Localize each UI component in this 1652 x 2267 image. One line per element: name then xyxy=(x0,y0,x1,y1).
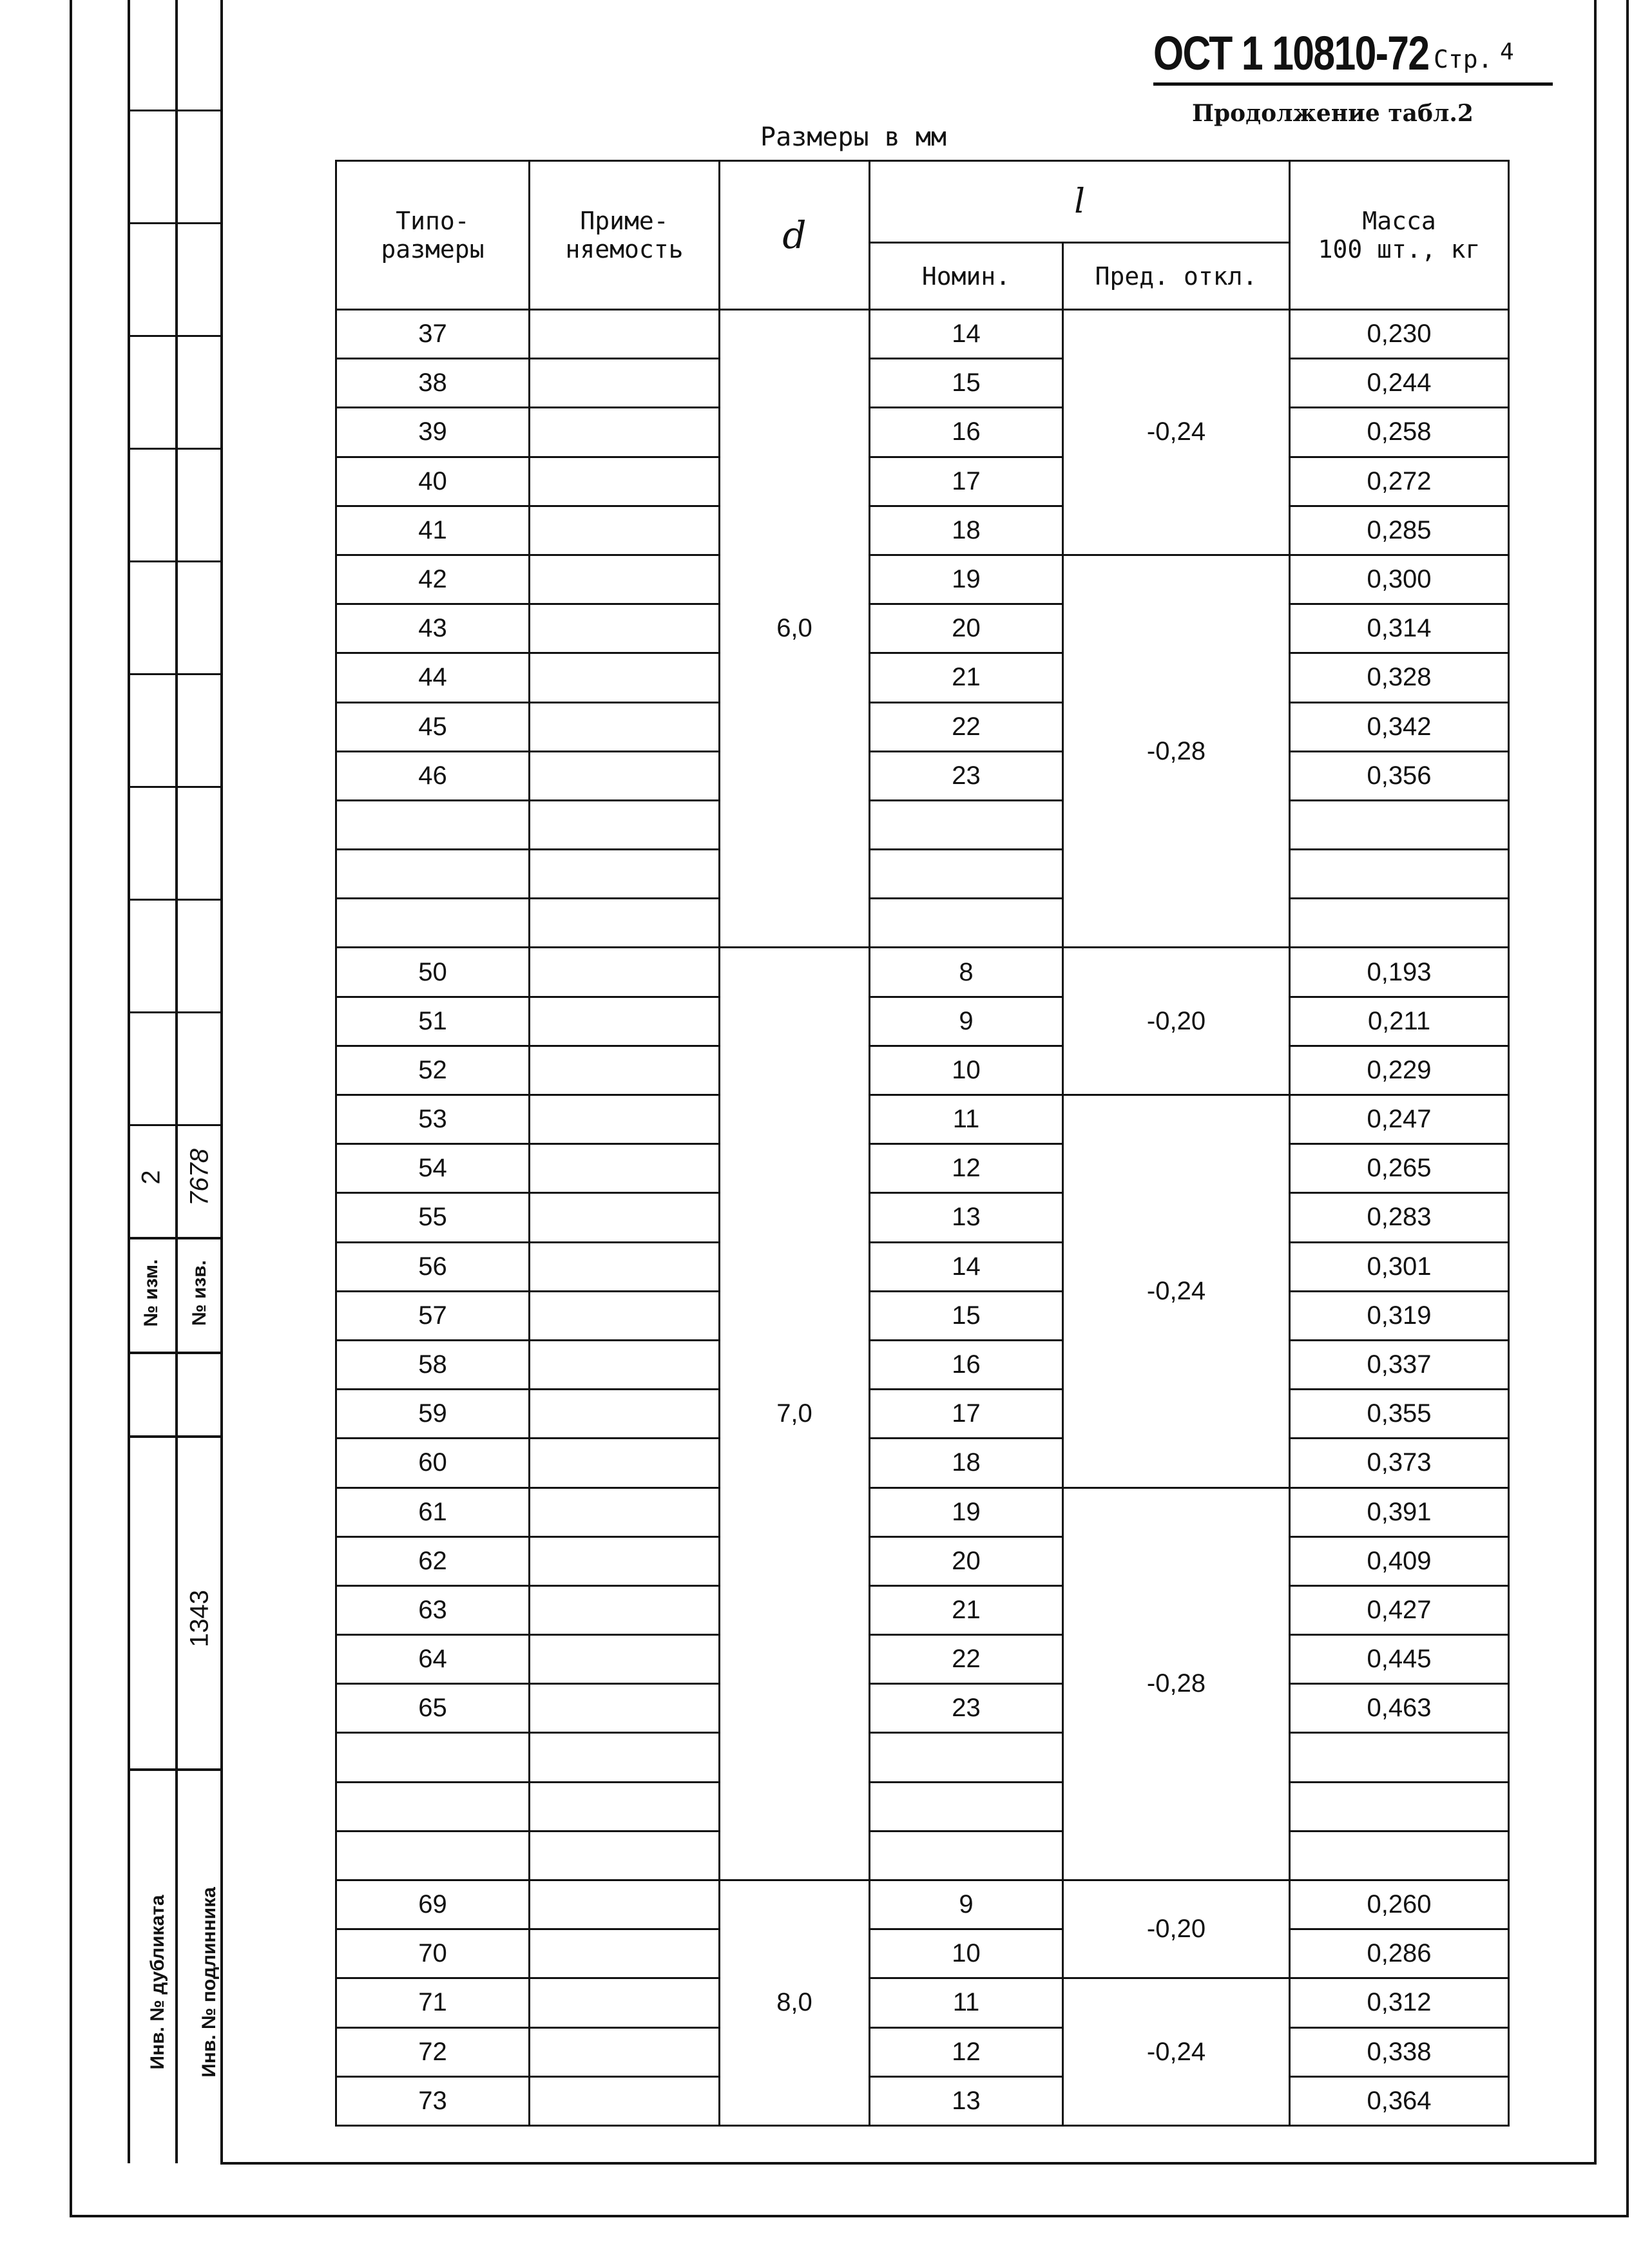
cell-usage xyxy=(530,997,720,1046)
cell-l-nominal: 16 xyxy=(870,408,1063,457)
cell-usage xyxy=(530,948,720,997)
cell-size: 56 xyxy=(336,1242,530,1291)
cell-l-nominal: 13 xyxy=(870,1193,1063,1242)
table-row xyxy=(336,1536,1509,1585)
sidebar-notice-no-value: 7678 xyxy=(185,1149,214,1206)
table-row xyxy=(336,506,1509,555)
table-row xyxy=(336,1978,1509,2027)
cell-mass: 0,356 xyxy=(1290,751,1509,800)
cell-mass: 0,265 xyxy=(1290,1144,1509,1193)
cell-usage xyxy=(530,408,720,457)
cell-mass: 0,338 xyxy=(1290,2027,1509,2076)
cell-l-nominal: 15 xyxy=(870,1291,1063,1340)
table-row xyxy=(336,1929,1509,1978)
cell-d: 8,0 xyxy=(720,1880,870,2126)
page-label: Стр. xyxy=(1434,45,1493,73)
sidebar-change-no-value: 2 xyxy=(137,1170,166,1185)
cell-usage xyxy=(530,1536,720,1585)
sidebar-col-mid xyxy=(175,0,178,2163)
cell-size xyxy=(336,899,530,948)
cell-mass: 0,373 xyxy=(1290,1439,1509,1487)
cell-usage xyxy=(530,1242,720,1291)
cell-l-nominal xyxy=(870,800,1063,849)
cell-size xyxy=(336,850,530,899)
table-row xyxy=(336,408,1509,457)
dimensions-table xyxy=(335,160,1510,2127)
cell-l-nominal: 16 xyxy=(870,1340,1063,1389)
cell-l-nominal: 12 xyxy=(870,1144,1063,1193)
table-row xyxy=(336,359,1509,408)
cell-size: 37 xyxy=(336,310,530,359)
frame-inner-left-line xyxy=(220,0,223,2163)
cell-l-nominal: 22 xyxy=(870,1635,1063,1684)
cell-mass xyxy=(1290,1831,1509,1880)
cell-mass xyxy=(1290,899,1509,948)
cell-mass: 0,300 xyxy=(1290,555,1509,604)
cell-l-nominal xyxy=(870,1831,1063,1880)
table-row xyxy=(336,604,1509,653)
col-header-mass: Масса 100 шт., кг xyxy=(1290,161,1509,310)
frame-inner-bottom-line xyxy=(220,2162,1597,2165)
table-row xyxy=(336,800,1509,849)
sidebar-row-14 xyxy=(128,1768,222,1771)
cell-mass: 0,211 xyxy=(1290,997,1509,1046)
cell-mass: 0,244 xyxy=(1290,359,1509,408)
page-number: 4 xyxy=(1500,39,1514,65)
cell-l-nominal: 17 xyxy=(870,1390,1063,1439)
cell-usage xyxy=(530,1831,720,1880)
cell-mass: 0,342 xyxy=(1290,702,1509,751)
cell-l-nominal: 20 xyxy=(870,1536,1063,1585)
col-header-l: l xyxy=(870,161,1290,243)
cell-l-nominal xyxy=(870,1733,1063,1782)
cell-usage xyxy=(530,1585,720,1634)
cell-mass: 0,247 xyxy=(1290,1095,1509,1144)
cell-size: 46 xyxy=(336,751,530,800)
cell-size: 51 xyxy=(336,997,530,1046)
cell-mass: 0,445 xyxy=(1290,1635,1509,1684)
cell-usage xyxy=(530,899,720,948)
cell-size: 71 xyxy=(336,1978,530,2027)
table-row xyxy=(336,2027,1509,2076)
cell-usage xyxy=(530,1046,720,1095)
table-row xyxy=(336,1291,1509,1340)
cell-usage xyxy=(530,1095,720,1144)
units-label: Размеры в мм xyxy=(760,122,946,152)
cell-usage xyxy=(530,850,720,899)
cell-l-nominal: 19 xyxy=(870,555,1063,604)
frame-inner-right-line xyxy=(1594,0,1597,2163)
sidebar-row-9 xyxy=(128,1011,222,1013)
cell-l-tolerance: -0,28 xyxy=(1063,1487,1290,1880)
cell-l-nominal: 12 xyxy=(870,2027,1063,2076)
cell-mass xyxy=(1290,800,1509,849)
cell-mass: 0,286 xyxy=(1290,1929,1509,1978)
cell-l-nominal xyxy=(870,850,1063,899)
cell-mass: 0,312 xyxy=(1290,1978,1509,2027)
frame-left-line xyxy=(70,0,72,2216)
cell-size: 39 xyxy=(336,408,530,457)
cell-usage xyxy=(530,1782,720,1831)
cell-mass: 0,229 xyxy=(1290,1046,1509,1095)
cell-size: 43 xyxy=(336,604,530,653)
table-row xyxy=(336,899,1509,948)
sidebar-row-7 xyxy=(128,786,222,788)
cell-l-nominal xyxy=(870,899,1063,948)
cell-l-nominal: 10 xyxy=(870,1046,1063,1095)
table-row xyxy=(336,310,1509,359)
table-row xyxy=(336,850,1509,899)
cell-usage xyxy=(530,1439,720,1487)
cell-size: 38 xyxy=(336,359,530,408)
sidebar-row-8 xyxy=(128,899,222,901)
cell-mass: 0,319 xyxy=(1290,1291,1509,1340)
cell-usage xyxy=(530,653,720,702)
cell-l-nominal: 21 xyxy=(870,1585,1063,1634)
cell-size: 42 xyxy=(336,555,530,604)
cell-mass: 0,272 xyxy=(1290,457,1509,506)
cell-mass: 0,427 xyxy=(1290,1585,1509,1634)
table-row xyxy=(336,1144,1509,1193)
cell-size: 57 xyxy=(336,1291,530,1340)
sidebar-row-12 xyxy=(128,1352,222,1354)
frame-bottom-line xyxy=(70,2215,1629,2217)
table-row xyxy=(336,653,1509,702)
cell-l-nominal: 11 xyxy=(870,1095,1063,1144)
cell-l-nominal: 14 xyxy=(870,310,1063,359)
cell-usage xyxy=(530,555,720,604)
cell-mass: 0,391 xyxy=(1290,1487,1509,1536)
table-row xyxy=(336,1439,1509,1487)
table-row xyxy=(336,1487,1509,1536)
table-row xyxy=(336,751,1509,800)
table-row xyxy=(336,1635,1509,1684)
table-row xyxy=(336,2076,1509,2125)
sidebar-row-4 xyxy=(128,448,222,450)
cell-l-nominal: 8 xyxy=(870,948,1063,997)
cell-size: 70 xyxy=(336,1929,530,1978)
cell-mass: 0,328 xyxy=(1290,653,1509,702)
cell-size: 40 xyxy=(336,457,530,506)
sidebar-row-1 xyxy=(128,110,222,111)
sidebar-row-5 xyxy=(128,560,222,562)
col-header-l-tolerance: Пред. откл. xyxy=(1063,243,1290,310)
cell-mass: 0,260 xyxy=(1290,1880,1509,1929)
cell-mass xyxy=(1290,1733,1509,1782)
cell-l-tolerance: -0,20 xyxy=(1063,948,1290,1095)
cell-usage xyxy=(530,2076,720,2125)
cell-usage xyxy=(530,1144,720,1193)
cell-usage xyxy=(530,457,720,506)
table-row xyxy=(336,1095,1509,1144)
cell-mass: 0,193 xyxy=(1290,948,1509,997)
cell-size: 54 xyxy=(336,1144,530,1193)
cell-mass: 0,258 xyxy=(1290,408,1509,457)
cell-size xyxy=(336,1831,530,1880)
cell-usage xyxy=(530,1487,720,1536)
cell-l-nominal: 18 xyxy=(870,1439,1063,1487)
cell-size xyxy=(336,800,530,849)
table-row xyxy=(336,1046,1509,1095)
sidebar-row-11 xyxy=(128,1237,222,1239)
cell-l-tolerance: -0,24 xyxy=(1063,1978,1290,2126)
table-row xyxy=(336,948,1509,997)
col-header-l-nominal: Номин. xyxy=(870,243,1063,310)
cell-mass: 0,283 xyxy=(1290,1193,1509,1242)
cell-size: 73 xyxy=(336,2076,530,2125)
table-row xyxy=(336,1242,1509,1291)
sidebar-col-left xyxy=(128,0,130,2163)
document-code: ОСТ 1 10810-72 xyxy=(1153,26,1429,80)
cell-mass xyxy=(1290,850,1509,899)
cell-l-nominal: 9 xyxy=(870,1880,1063,1929)
cell-usage xyxy=(530,1390,720,1439)
cell-size: 52 xyxy=(336,1046,530,1095)
sidebar-row-2 xyxy=(128,222,222,224)
col-header-usage: Приме- няемость xyxy=(530,161,720,310)
cell-size: 61 xyxy=(336,1487,530,1536)
cell-l-tolerance: -0,24 xyxy=(1063,1095,1290,1488)
cell-size: 45 xyxy=(336,702,530,751)
table-row xyxy=(336,1193,1509,1242)
cell-l-nominal: 15 xyxy=(870,359,1063,408)
cell-l-nominal: 21 xyxy=(870,653,1063,702)
frame-outer-right-line xyxy=(1626,0,1629,2216)
cell-mass: 0,314 xyxy=(1290,604,1509,653)
cell-mass xyxy=(1290,1782,1509,1831)
cell-usage xyxy=(530,506,720,555)
table-continuation-label: Продолжение табл.2 xyxy=(1192,100,1474,127)
sidebar-change-no-label: № изм. xyxy=(140,1259,162,1327)
cell-size: 59 xyxy=(336,1390,530,1439)
cell-size xyxy=(336,1782,530,1831)
cell-d: 7,0 xyxy=(720,948,870,1880)
sidebar-row-10 xyxy=(128,1124,222,1126)
table-row xyxy=(336,1340,1509,1389)
cell-l-nominal: 23 xyxy=(870,751,1063,800)
table-row xyxy=(336,555,1509,604)
cell-size: 53 xyxy=(336,1095,530,1144)
sidebar-original-inv-value: 1343 xyxy=(185,1590,214,1647)
table-row xyxy=(336,997,1509,1046)
cell-l-tolerance: -0,20 xyxy=(1063,1880,1290,1978)
cell-size: 63 xyxy=(336,1585,530,1634)
cell-l-nominal xyxy=(870,1782,1063,1831)
cell-usage xyxy=(530,751,720,800)
cell-mass: 0,301 xyxy=(1290,1242,1509,1291)
cell-size: 41 xyxy=(336,506,530,555)
cell-size: 62 xyxy=(336,1536,530,1585)
cell-usage xyxy=(530,2027,720,2076)
cell-size: 55 xyxy=(336,1193,530,1242)
cell-l-nominal: 18 xyxy=(870,506,1063,555)
cell-size: 60 xyxy=(336,1439,530,1487)
cell-l-nominal: 14 xyxy=(870,1242,1063,1291)
cell-usage xyxy=(530,1340,720,1389)
sidebar-row-13 xyxy=(128,1435,222,1438)
cell-usage xyxy=(530,1291,720,1340)
cell-size: 69 xyxy=(336,1880,530,1929)
cell-mass: 0,230 xyxy=(1290,310,1509,359)
cell-l-tolerance: -0,28 xyxy=(1063,555,1290,948)
cell-l-nominal: 13 xyxy=(870,2076,1063,2125)
sidebar-row-3 xyxy=(128,335,222,337)
sidebar-original-inv-label: Инв. № подлинника xyxy=(198,1887,220,2078)
cell-l-nominal: 23 xyxy=(870,1684,1063,1733)
sidebar-duplicate-inv-label: Инв. № дубликата xyxy=(147,1895,168,2070)
cell-size: 64 xyxy=(336,1635,530,1684)
header-underline xyxy=(1153,82,1553,86)
cell-usage xyxy=(530,1880,720,1929)
cell-l-nominal: 9 xyxy=(870,997,1063,1046)
cell-usage xyxy=(530,359,720,408)
table-row xyxy=(336,457,1509,506)
cell-size xyxy=(336,1733,530,1782)
cell-mass: 0,463 xyxy=(1290,1684,1509,1733)
cell-size: 44 xyxy=(336,653,530,702)
table-row xyxy=(336,1782,1509,1831)
cell-l-nominal: 10 xyxy=(870,1929,1063,1978)
table-row xyxy=(336,1684,1509,1733)
cell-mass: 0,337 xyxy=(1290,1340,1509,1389)
cell-usage xyxy=(530,702,720,751)
table-row xyxy=(336,1585,1509,1634)
col-header-d: d xyxy=(720,161,870,310)
col-header-size: Типо- размеры xyxy=(336,161,530,310)
cell-size: 65 xyxy=(336,1684,530,1733)
cell-usage xyxy=(530,1978,720,2027)
cell-mass: 0,364 xyxy=(1290,2076,1509,2125)
cell-usage xyxy=(530,1193,720,1242)
cell-mass: 0,355 xyxy=(1290,1390,1509,1439)
table-row xyxy=(336,1733,1509,1782)
cell-usage xyxy=(530,1635,720,1684)
cell-usage xyxy=(530,1684,720,1733)
cell-size: 50 xyxy=(336,948,530,997)
sidebar-row-6 xyxy=(128,673,222,675)
cell-usage xyxy=(530,800,720,849)
cell-usage xyxy=(530,310,720,359)
table-row xyxy=(336,1831,1509,1880)
cell-l-nominal: 22 xyxy=(870,702,1063,751)
table-row xyxy=(336,1880,1509,1929)
cell-size: 58 xyxy=(336,1340,530,1389)
cell-l-nominal: 19 xyxy=(870,1487,1063,1536)
table-row xyxy=(336,702,1509,751)
cell-l-nominal: 11 xyxy=(870,1978,1063,2027)
cell-usage xyxy=(530,604,720,653)
cell-mass: 0,409 xyxy=(1290,1536,1509,1585)
sidebar-notice-no-label: № изв. xyxy=(189,1260,210,1326)
cell-l-nominal: 17 xyxy=(870,457,1063,506)
cell-l-tolerance: -0,24 xyxy=(1063,310,1290,555)
cell-d: 6,0 xyxy=(720,310,870,948)
table-row xyxy=(336,1390,1509,1439)
cell-usage xyxy=(530,1733,720,1782)
cell-size: 72 xyxy=(336,2027,530,2076)
cell-l-nominal: 20 xyxy=(870,604,1063,653)
cell-mass: 0,285 xyxy=(1290,506,1509,555)
cell-usage xyxy=(530,1929,720,1978)
